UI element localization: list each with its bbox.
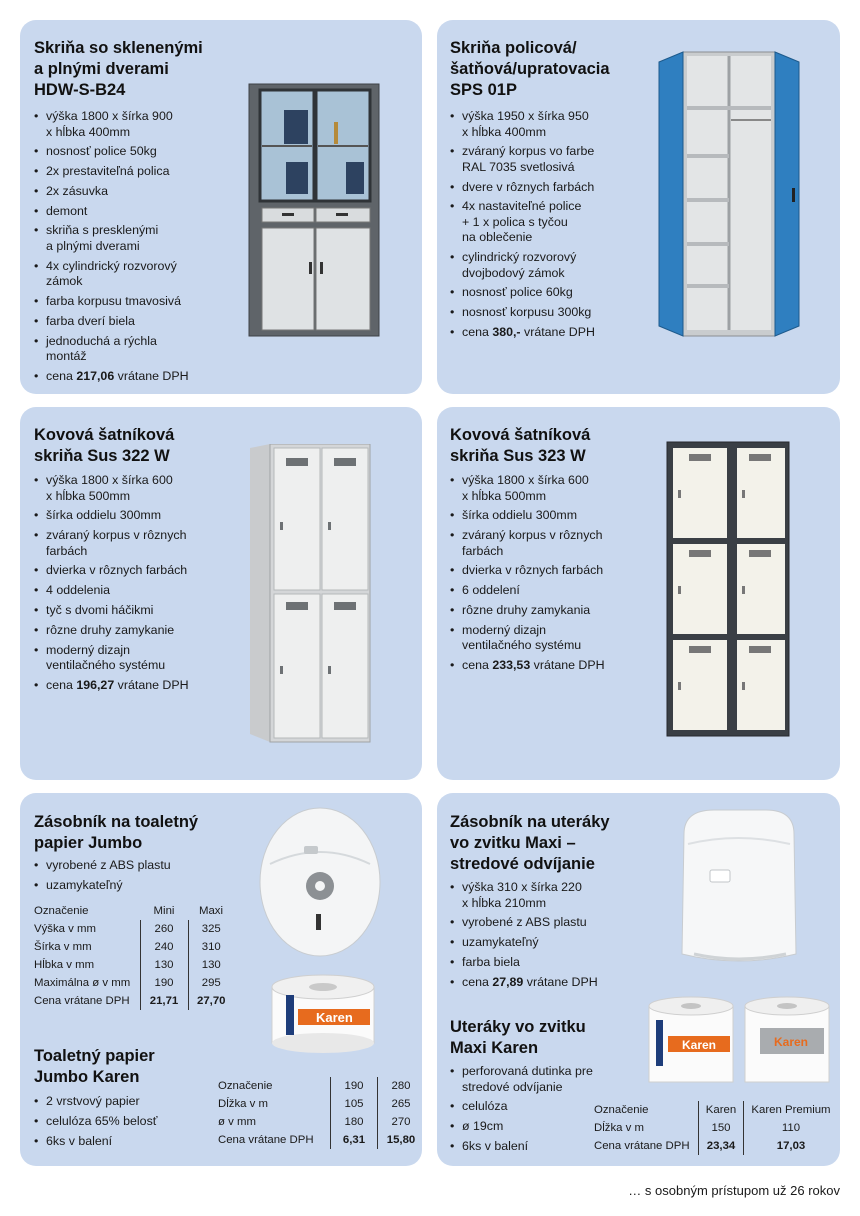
price-item: • cena 27,89 vrátane DPH bbox=[450, 975, 650, 991]
price-item: • cena 233,53 vrátane DPH bbox=[450, 658, 650, 674]
spec-list-maxi bbox=[450, 880, 650, 994]
dispenser-jumbo-image bbox=[256, 804, 386, 962]
locker-sus323-image bbox=[665, 440, 793, 740]
spec-item: • výška 1800 x šírka 600 x hĺbka 500mm bbox=[450, 473, 650, 504]
spec-list-sus322 bbox=[34, 473, 234, 698]
spec-list-paper bbox=[34, 1094, 214, 1153]
table-row: Cena vrátane DPH 23,34 17,03 bbox=[590, 1137, 838, 1155]
spec-list-towels bbox=[450, 1064, 610, 1159]
spec-item: • zváraný korpus v rôznych farbách bbox=[450, 528, 650, 559]
product-title-jumbo: Zásobník na toaletný papier Jumbo bbox=[34, 813, 199, 852]
spec-item: • 2x prestaviteľná polica bbox=[34, 164, 234, 180]
table-row: Cena vrátane DPH 21,71 27,70 bbox=[30, 992, 234, 1010]
product-title-paper: Toaletný papier Jumbo Karen bbox=[34, 1047, 155, 1086]
spec-item: • nosnosť police 60kg bbox=[450, 285, 650, 301]
spec-item: • uzamykateľný bbox=[450, 935, 650, 951]
spec-item: • výška 1800 x šírka 900 x hĺbka 400mm bbox=[34, 109, 234, 140]
spec-list-sus323 bbox=[450, 473, 650, 678]
table-row: Šírka v mm 240 310 bbox=[30, 938, 234, 956]
product-title-hdw: Skriňa so sklenenými a plnými dverami HDW-S-B24 bbox=[34, 39, 203, 99]
table-row: Výška v mm 260 325 bbox=[30, 920, 234, 938]
spec-item: • rôzne druhy zamykanie bbox=[34, 623, 234, 639]
product-title-sps: Skriňa policová/ šatňová/upratovacia SPS 01P bbox=[450, 39, 610, 99]
spec-item: • cylindrický rozvorový dvojbodový zámok bbox=[450, 250, 650, 281]
table-row: Dĺžka v m 150 110 bbox=[590, 1119, 838, 1137]
table-header: Maxi bbox=[198, 905, 224, 917]
spec-item: • ø 19cm bbox=[450, 1119, 610, 1135]
table-header: Označenie bbox=[34, 905, 89, 917]
karen-label: Karen bbox=[316, 1010, 353, 1025]
spec-item: • zváraný korpus vo farbe RAL 7035 svetlosivá bbox=[450, 144, 650, 175]
toilet-paper-roll-image bbox=[268, 973, 378, 1055]
dispenser-maxi-image bbox=[674, 804, 804, 970]
spec-item: • jednoduchá a rýchla montáž bbox=[34, 334, 234, 365]
cabinet-hdw-image bbox=[246, 82, 384, 340]
spec-item: • 4x nastaviteľné police + 1 x polica s tyčou na oblečenie bbox=[450, 199, 650, 246]
product-title-towels: Uteráky vo zvitku Maxi Karen bbox=[450, 1018, 586, 1057]
spec-item: • farba korpusu tmavosivá bbox=[34, 294, 234, 310]
spec-item: • výška 1950 x šírka 950 x hĺbka 400mm bbox=[450, 109, 650, 140]
table-header: Karen Premium bbox=[744, 1101, 839, 1119]
spec-item: • tyč s dvomi háčikmi bbox=[34, 603, 234, 619]
spec-item: • 2 vrstvový papier bbox=[34, 1094, 214, 1110]
spec-item: • moderný dizajn ventilačného systému bbox=[450, 623, 650, 654]
spec-item: • dvere v rôznych farbách bbox=[450, 180, 650, 196]
spec-item: • farba dverí biela bbox=[34, 314, 234, 330]
spec-item: • zváraný korpus v rôznych farbách bbox=[34, 528, 234, 559]
product-title-sus322: Kovová šatníková skriňa Sus 322 W bbox=[34, 426, 175, 465]
spec-item: • farba biela bbox=[450, 955, 650, 971]
spec-item: • 6 oddelení bbox=[450, 583, 650, 599]
table-row: Maximálna ø v mm 190 295 bbox=[30, 974, 234, 992]
spec-item: • nosnosť police 50kg bbox=[34, 144, 234, 160]
footer-tagline: … s osobným prístupom už 26 rokov bbox=[628, 1183, 840, 1198]
spec-table-jumbo bbox=[30, 902, 234, 1010]
table-header: Mini bbox=[153, 905, 175, 917]
spec-item: • vyrobené z ABS plastu bbox=[34, 858, 234, 874]
table-header: Karen bbox=[699, 1101, 744, 1119]
spec-item: • 2x zásuvka bbox=[34, 184, 234, 200]
towel-roll-karen-image bbox=[646, 996, 736, 1090]
spec-item: • nosnosť korpusu 300kg bbox=[450, 305, 650, 321]
spec-item: • výška 1800 x šírka 600 x hĺbka 500mm bbox=[34, 473, 234, 504]
spec-table-paper bbox=[214, 1077, 424, 1149]
spec-item: • demont bbox=[34, 204, 234, 220]
spec-table-towels bbox=[590, 1101, 838, 1155]
price-item: • cena 196,27 vrátane DPH bbox=[34, 678, 234, 694]
spec-item: • moderný dizajn ventilačného systému bbox=[34, 643, 234, 674]
karen-label: Karen bbox=[682, 1038, 717, 1052]
spec-item: • 4 oddelenia bbox=[34, 583, 234, 599]
cabinet-sps-image bbox=[655, 48, 805, 340]
spec-item: • 6ks v balení bbox=[34, 1134, 214, 1150]
spec-item: • šírka oddielu 300mm bbox=[34, 508, 234, 524]
table-row: Označenie 190 280 bbox=[214, 1077, 424, 1095]
towel-roll-premium-image bbox=[742, 996, 832, 1090]
spec-item: • 6ks v balení bbox=[450, 1139, 610, 1155]
price-item: • cena 217,06 vrátane DPH bbox=[34, 369, 234, 385]
price-item: • cena 380,- vrátane DPH bbox=[450, 325, 650, 341]
spec-item: • 4x cylindrický rozvorový zámok bbox=[34, 259, 234, 290]
locker-sus322-image bbox=[246, 444, 374, 746]
table-row: ø v mm 180 270 bbox=[214, 1113, 424, 1131]
spec-item: • dvierka v rôznych farbách bbox=[34, 563, 234, 579]
product-title-sus323: Kovová šatníková skriňa Sus 323 W bbox=[450, 426, 591, 465]
spec-item: • uzamykateľný bbox=[34, 878, 234, 894]
table-row: Cena vrátane DPH 6,31 15,80 bbox=[214, 1131, 424, 1149]
spec-item: • skriňa s presklenými a plnými dverami bbox=[34, 223, 234, 254]
spec-item: • šírka oddielu 300mm bbox=[450, 508, 650, 524]
spec-list-jumbo bbox=[34, 858, 234, 898]
spec-item: • vyrobené z ABS plastu bbox=[450, 915, 650, 931]
table-row: Hĺbka v mm 130 130 bbox=[30, 956, 234, 974]
spec-item: • dvierka v rôznych farbách bbox=[450, 563, 650, 579]
spec-item: • rôzne druhy zamykania bbox=[450, 603, 650, 619]
table-header: Označenie bbox=[594, 1104, 649, 1116]
table-row: Dĺžka v m 105 265 bbox=[214, 1095, 424, 1113]
product-title-maxi: Zásobník na uteráky vo zvitku Maxi – stredové odvíjanie bbox=[450, 813, 610, 873]
spec-list-sps bbox=[450, 109, 650, 345]
karen-premium-label: Karen bbox=[774, 1035, 809, 1049]
spec-item: • celulóza bbox=[450, 1099, 610, 1115]
spec-list-hdw bbox=[34, 109, 234, 389]
spec-item: • výška 310 x šírka 220 x hĺbka 210mm bbox=[450, 880, 650, 911]
spec-item: • celulóza 65% belosť bbox=[34, 1114, 214, 1130]
spec-item: • perforovaná dutinka pre stredové odvíjanie bbox=[450, 1064, 610, 1095]
